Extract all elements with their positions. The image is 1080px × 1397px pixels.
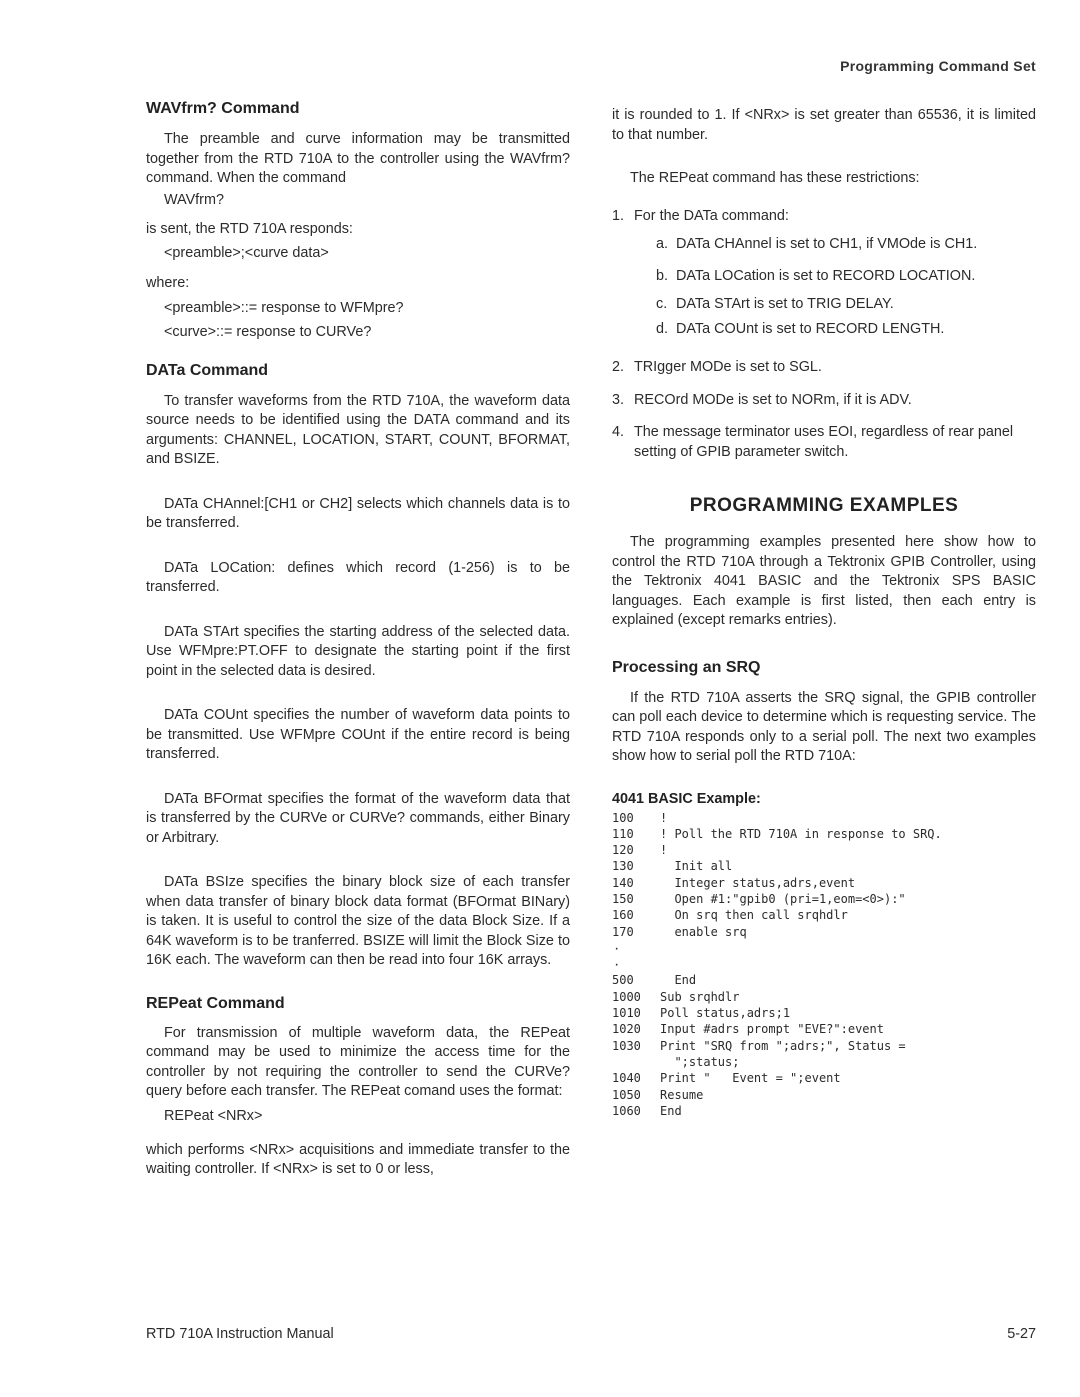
data-bformat: DATa BFOrmat specifies the format of the waveform data that is transferred by the CURVe or CURVe? commands, either Binary or Arbitrary. — [146, 790, 570, 846]
line-number: 170 — [612, 924, 634, 939]
line-code: Init all — [660, 859, 733, 874]
list-number: 2. — [612, 359, 625, 375]
right-column — [612, 106, 1036, 1119]
wavfrm-paragraph: The preamble and curve information may be transmitted together from the RTD 710A to the controller using the WAVfrm? command. When the command — [146, 131, 570, 186]
wavfrm-def-curve: <curve>::= response to CURVe? — [164, 324, 372, 340]
line-number — [612, 1054, 660, 1070]
restrictions-list — [612, 207, 1036, 463]
line-number: 1040 — [612, 1071, 641, 1086]
left-column — [146, 100, 570, 1180]
wavfrm-heading: WAVfrm? Command — [146, 100, 300, 117]
line-number: 100 — [612, 810, 634, 825]
line-code: Poll status,adrs;1 — [660, 1006, 791, 1021]
line-code: Open #1:"gpib0 (pri=1,eom=<0>):" — [660, 891, 906, 906]
sub-number: b. — [656, 267, 669, 284]
list-number: 4. — [612, 424, 625, 440]
wavfrm-code: WAVfrm? — [164, 191, 224, 208]
list-text: For the DATa command: — [634, 207, 789, 224]
list-item — [612, 207, 1036, 340]
line-number: 120 — [612, 843, 634, 858]
line-number: 110 — [612, 826, 634, 841]
code-line — [612, 972, 1036, 988]
code-line — [612, 875, 1036, 891]
wavfrm-response: <preamble>;<curve data> — [164, 245, 329, 261]
repeat-code: REPeat <NRx> — [164, 1107, 263, 1124]
line-number: 1010 — [612, 1006, 641, 1021]
sub-text: DATa COUnt is set to RECORD LENGTH. — [676, 320, 945, 337]
line-code: ! — [660, 843, 668, 858]
line-code: Sub srqhdlr — [660, 989, 740, 1004]
programming-examples-heading: PROGRAMMING EXAMPLES — [689, 495, 959, 516]
data-bsize: DATa BSIze specifies the binary block size of each transfer when data transfer of binary block data format (BFOrmat BINary) is taken. It is useful to control the size of the data Block Size. If a 64K waveform is to be tranferred. BSIZE will limit the Block Size to 16K each. The waveform can then be read into four 16K arrays. — [146, 874, 570, 968]
line-code: Print " Event = ";event — [660, 1071, 841, 1086]
sub-text: DATa CHAnnel is set to CH1, if VMOde is CH1. — [676, 236, 978, 252]
line-number: 1050 — [612, 1087, 641, 1102]
list-text: The message terminator uses EOI, regardless of rear panel setting of GPIB parameter switch. — [634, 424, 1014, 460]
code-line — [612, 1103, 1036, 1119]
code-line — [612, 1005, 1036, 1021]
line-code: ";status; — [660, 1054, 740, 1069]
programming-examples-paragraph: The programming examples presented here show how to control the RTD 710A through a Tektronix GPIB Controller, using the Tektronix 4041 BASIC and the Tektronix SPS BASIC languages. Each example is first listed, then each entry is explained (except remarks entries). — [612, 534, 1036, 628]
list-item — [612, 423, 1036, 462]
repeat-continued: which performs <NRx> acquisitions and immediate transfer to the waiting controller. If <NRx> is set to 0 or less, — [146, 1141, 570, 1177]
line-number: 140 — [612, 875, 634, 890]
code-line — [612, 810, 1036, 826]
sub-item — [634, 295, 1036, 315]
sub-item — [634, 235, 1036, 255]
code-line — [612, 1070, 1036, 1086]
repeat-paragraph: For transmission of multiple waveform data, the REPeat command may be used to minimize the access time for the controller by not requiring the controller to send the CURVe? query before each transfer. The REPeat comand uses the format: — [146, 1024, 570, 1099]
line-number: 1030 — [612, 1038, 641, 1053]
restrictions-intro: The REPeat command has these restrictions: — [630, 170, 920, 186]
code-line — [612, 924, 1036, 940]
line-code: Input #adrs prompt "EVE?":event — [660, 1022, 884, 1037]
data-heading: DATa Command — [146, 361, 269, 379]
line-code: ! — [660, 810, 668, 825]
line-code: Print "SRQ from ";adrs;", Status = — [660, 1038, 906, 1053]
code-line — [612, 1054, 1036, 1070]
code-line — [612, 1087, 1036, 1103]
wavfrm-where: where: — [146, 275, 190, 291]
data-location: DATa LOCation: defines which record (1-256) is to be transferred. — [146, 559, 570, 595]
data-channel: DATa CHAnnel:[CH1 or CH2] selects which channels data is to be transferred. — [146, 495, 570, 531]
list-text: TRIgger MODe is set to SGL. — [634, 359, 822, 375]
data-count: DATa COUnt specifies the number of waveform data points to be transmitted. Use WFMpre COUnt if the entire record is being transferred. — [146, 707, 570, 762]
sub-item — [634, 320, 1036, 340]
line-number: 1020 — [612, 1022, 641, 1037]
wavfrm-def-preamble: <preamble>::= response to WFMpre? — [164, 299, 404, 316]
srq-paragraph: If the RTD 710A asserts the SRQ signal, the GPIB controller can poll each device to determine which is requesting service. The RTD 710A responds only to a serial poll. The next two examples show how to serial poll the RTD 710A: — [612, 689, 1036, 764]
line-code: ! Poll the RTD 710A in response to SRQ. — [660, 826, 942, 841]
line-number: 150 — [612, 891, 634, 906]
line-number: 1000 — [612, 989, 641, 1004]
sub-item — [634, 267, 1036, 287]
srq-heading: Processing an SRQ — [612, 658, 761, 676]
line-number: 160 — [612, 908, 634, 923]
line-code: Integer status,adrs,event — [660, 875, 856, 890]
list-number: 1. — [612, 207, 625, 224]
data-start: DATa STArt specifies the starting address of the selected data. Use WFMpre:PT.OFF to designate the starting point if the first point in the selected data is desired. — [146, 623, 570, 679]
code-line — [612, 1038, 1036, 1054]
ellipsis-dot: · — [614, 939, 620, 957]
line-number: 1060 — [612, 1103, 641, 1118]
repeat-heading: REPeat Command — [146, 994, 285, 1012]
code-line — [612, 1021, 1036, 1037]
code-line — [612, 826, 1036, 842]
line-number: 500 — [612, 973, 634, 988]
line-code: End — [660, 973, 697, 988]
footer-manual-title: RTD 710A Instruction Manual — [146, 1326, 334, 1342]
line-code: Resume — [660, 1087, 704, 1102]
code-line — [612, 907, 1036, 923]
line-code: enable srq — [660, 924, 747, 939]
basic-listing-part-2 — [612, 972, 1036, 1119]
list-item — [612, 391, 1036, 411]
line-code: End — [660, 1103, 682, 1118]
list-text: RECOrd MODe is set to NORm, if it is ADV. — [634, 391, 912, 408]
sub-text: DATa STArt is set to TRIG DELAY. — [676, 296, 894, 312]
ellipsis-dot: · — [614, 956, 620, 974]
data-intro: To transfer waveforms from the RTD 710A, the waveform data source needs to be identified using the DATA command and its arguments: CHANNEL, LOCATION, START, COUNT, BFORMAT, and BSIZE. — [146, 392, 570, 467]
line-number: 130 — [612, 859, 634, 874]
list-number: 3. — [612, 391, 625, 408]
wavfrm-sent: is sent, the RTD 710A responds: — [146, 220, 353, 237]
sub-number: a. — [656, 236, 669, 252]
code-line — [612, 989, 1036, 1005]
sub-number: d. — [656, 320, 669, 337]
code-line — [612, 842, 1036, 858]
list-item — [612, 358, 1036, 378]
continued-paragraph: it is rounded to 1. If <NRx> is set greater than 65536, it is limited to that number. — [612, 107, 1036, 143]
running-header: Programming Command Set — [840, 58, 1036, 74]
sub-number: c. — [656, 296, 668, 312]
sub-list — [634, 235, 1036, 339]
example-heading: 4041 BASIC Example: — [612, 790, 761, 807]
basic-listing-part-1 — [612, 810, 1036, 940]
sub-text: DATa LOCation is set to RECORD LOCATION. — [676, 267, 976, 284]
code-line — [612, 891, 1036, 907]
footer-page-number: 5-27 — [1007, 1326, 1036, 1342]
line-code: On srq then call srqhdlr — [660, 908, 848, 923]
code-line — [612, 858, 1036, 874]
